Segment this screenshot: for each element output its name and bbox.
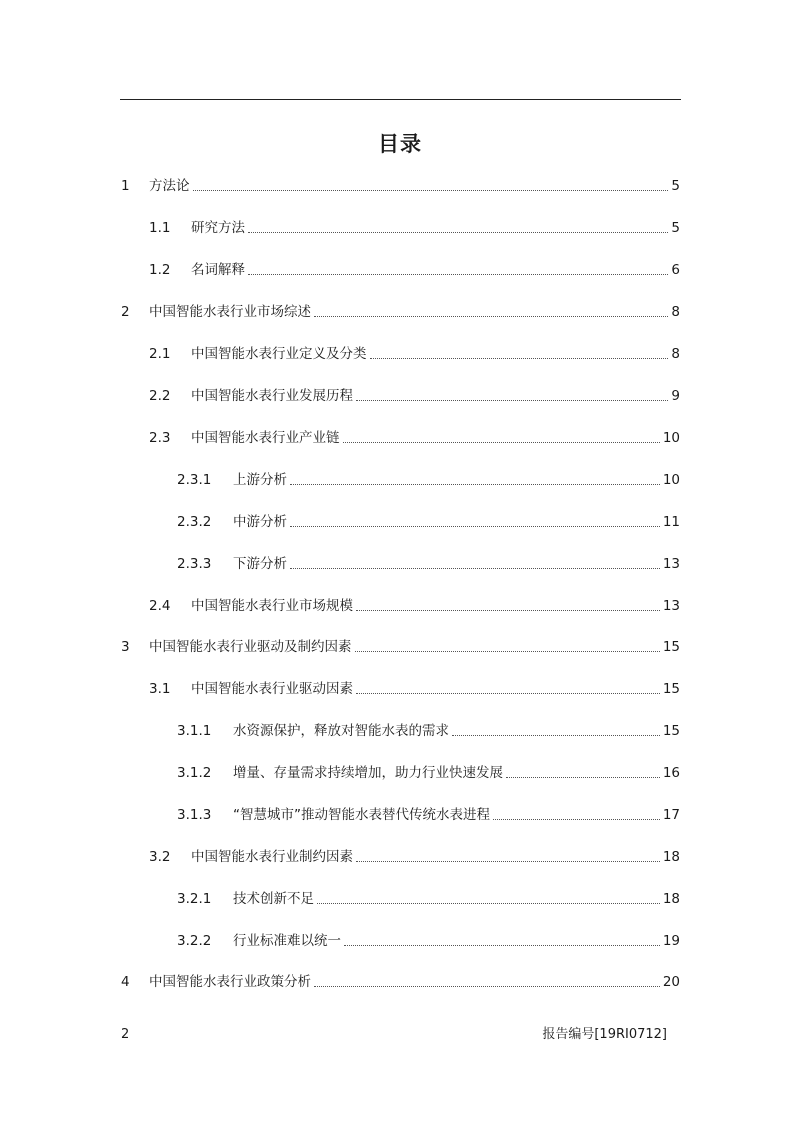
toc-entry-page: 18	[662, 849, 680, 865]
toc-entry-title: 中国智能水表行业政策分析	[149, 974, 311, 990]
dot-leader	[344, 945, 660, 946]
toc-entry-title: 中国智能水表行业产业链	[191, 430, 340, 446]
toc-entry-2-4[interactable]	[149, 595, 680, 617]
toc-title: 目录	[378, 132, 422, 156]
toc-entry-title: 中游分析	[233, 514, 287, 530]
toc-entry-title: 中国智能水表行业制约因素	[191, 849, 353, 865]
toc-entry-page: 15	[662, 681, 680, 697]
toc-entry-1-2[interactable]	[149, 259, 680, 281]
toc-entry-2-3-3[interactable]	[177, 553, 680, 575]
toc-entry-number: 2.4	[149, 598, 171, 614]
toc-entry-3-1-1[interactable]	[177, 720, 680, 742]
toc-entry-title: 水资源保护，释放对智能水表的需求	[233, 723, 449, 739]
toc-entry-2-3-1[interactable]	[177, 469, 680, 491]
dot-leader	[248, 274, 668, 275]
toc-entry-title: 上游分析	[233, 472, 287, 488]
toc-entry-3-2-2[interactable]	[177, 930, 680, 952]
toc-entry-title: 中国智能水表行业驱动及制约因素	[149, 639, 352, 655]
toc-entry-number: 1.2	[149, 262, 171, 278]
toc-entry-page: 10	[662, 472, 680, 488]
toc-entry-number: 4	[121, 974, 130, 990]
toc-entry-page: 15	[662, 639, 680, 655]
toc-entry-number: 3.2.1	[177, 891, 212, 907]
toc-entry-2-1[interactable]	[149, 343, 680, 365]
toc-entry-number: 3.2	[149, 849, 171, 865]
dot-leader	[506, 777, 660, 778]
toc-entry-page: 5	[671, 220, 680, 236]
toc-entry-number: 3.1.1	[177, 723, 212, 739]
toc-entry-page: 11	[662, 514, 680, 530]
footer-report-code: 报告编号[19RI0712]	[542, 1027, 667, 1042]
dot-leader	[290, 568, 660, 569]
toc-entry-number: 2	[121, 304, 130, 320]
toc-entry-title: 研究方法	[191, 220, 245, 236]
toc-entry-title: 中国智能水表行业市场规模	[191, 598, 353, 614]
toc-entry-2-3-2[interactable]	[177, 511, 680, 533]
dot-leader	[314, 316, 668, 317]
toc-entry-2-3[interactable]	[149, 427, 680, 449]
dot-leader	[343, 442, 660, 443]
toc-entry-2[interactable]	[121, 301, 680, 323]
toc-entry-2-2[interactable]	[149, 385, 680, 407]
toc-entry-title: 下游分析	[233, 556, 287, 572]
toc-entry-title: “智慧城市”推动智能水表替代传统水表进程	[233, 807, 490, 823]
dot-leader	[317, 903, 660, 904]
toc-entry-4[interactable]	[121, 971, 680, 993]
dot-leader	[290, 526, 660, 527]
dot-leader	[356, 610, 660, 611]
toc-entry-page: 8	[671, 304, 680, 320]
toc-entry-title: 增量、存量需求持续增加，助力行业快速发展	[233, 765, 503, 781]
toc-entry-page: 13	[662, 556, 680, 572]
dot-leader	[193, 190, 669, 191]
toc-entry-page: 5	[671, 178, 680, 194]
toc-entry-number: 2.3	[149, 430, 171, 446]
toc-entry-number: 3.1.2	[177, 765, 212, 781]
toc-entry-page: 15	[662, 723, 680, 739]
dot-leader	[248, 232, 668, 233]
dot-leader	[356, 693, 660, 694]
toc-entry-number: 2.1	[149, 346, 171, 362]
dot-leader	[493, 819, 660, 820]
toc-entry-3-2-1[interactable]	[177, 888, 680, 910]
toc-entry-page: 13	[662, 598, 680, 614]
toc-entry-3-1-2[interactable]	[177, 762, 680, 784]
toc-entry-number: 3.1.3	[177, 807, 212, 823]
dot-leader	[356, 861, 660, 862]
toc-entry-3[interactable]	[121, 636, 680, 658]
dot-leader	[355, 651, 660, 652]
toc-entry-title: 行业标准难以统一	[233, 933, 341, 949]
toc-entry-page: 10	[662, 430, 680, 446]
toc-entry-number: 3.1	[149, 681, 171, 697]
toc-entry-number: 2.3.3	[177, 556, 212, 572]
dot-leader	[314, 986, 660, 987]
toc-entry-1[interactable]	[121, 175, 680, 197]
dot-leader	[356, 400, 668, 401]
toc-entry-3-2[interactable]	[149, 846, 680, 868]
toc-entry-1-1[interactable]	[149, 217, 680, 239]
dot-leader	[370, 358, 669, 359]
dot-leader	[452, 735, 660, 736]
toc-entry-page: 19	[662, 933, 680, 949]
toc-entry-title: 方法论	[149, 178, 190, 194]
toc-entry-title: 技术创新不足	[233, 891, 314, 907]
toc-entry-number: 3	[121, 639, 130, 655]
toc-entry-number: 2.3.2	[177, 514, 212, 530]
toc-entry-page: 8	[671, 346, 680, 362]
toc-entry-number: 2.2	[149, 388, 171, 404]
toc-entry-page: 16	[662, 765, 680, 781]
toc-entry-3-1[interactable]	[149, 678, 680, 700]
toc-entry-title: 中国智能水表行业驱动因素	[191, 681, 353, 697]
toc-entry-page: 18	[662, 891, 680, 907]
dot-leader	[290, 484, 660, 485]
toc-entry-3-1-3[interactable]	[177, 804, 680, 826]
footer-page-number: 2	[121, 1027, 130, 1042]
toc-entry-title: 中国智能水表行业发展历程	[191, 388, 353, 404]
toc-entry-page: 20	[662, 974, 680, 990]
toc-entry-title: 中国智能水表行业市场综述	[149, 304, 311, 320]
toc-entry-number: 2.3.1	[177, 472, 212, 488]
toc-entry-number: 1	[121, 178, 130, 194]
toc-entry-title: 名词解释	[191, 262, 245, 278]
toc-entry-number: 3.2.2	[177, 933, 212, 949]
toc-entry-page: 17	[662, 807, 680, 823]
toc-entry-page: 6	[671, 262, 680, 278]
toc-entry-title: 中国智能水表行业定义及分类	[191, 346, 367, 362]
toc-entry-page: 9	[671, 388, 680, 404]
toc-entry-number: 1.1	[149, 220, 171, 236]
